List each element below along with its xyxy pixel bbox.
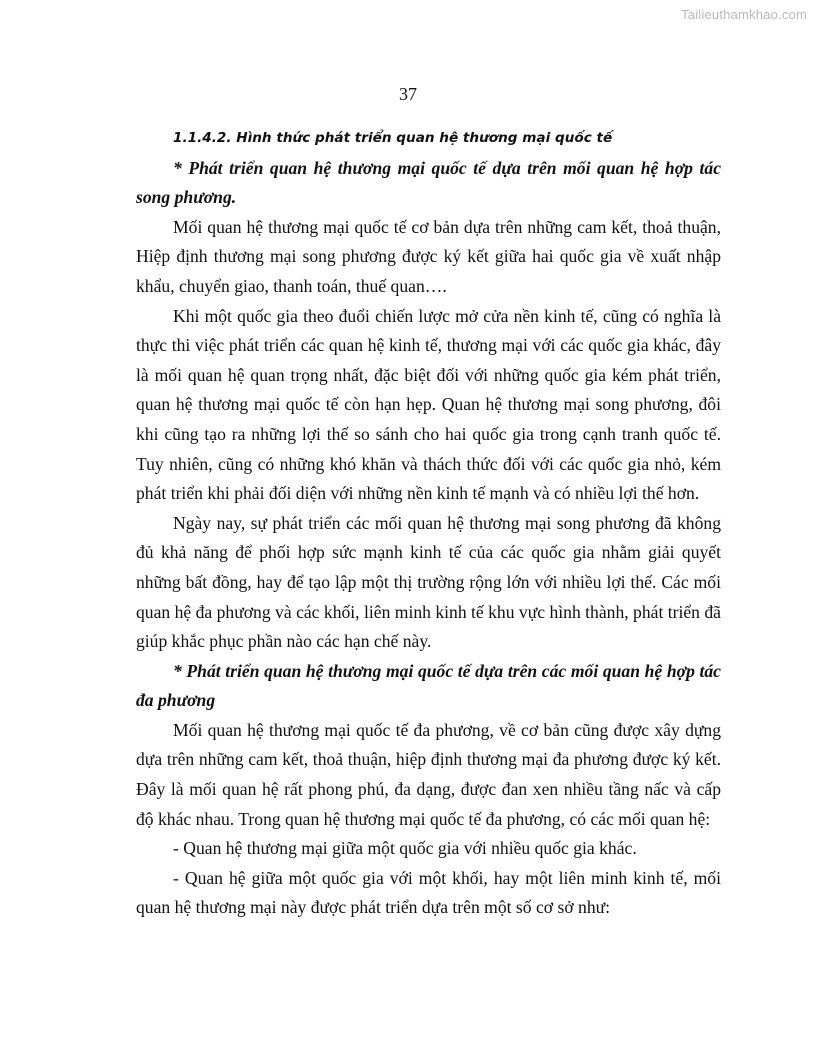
paragraph: Mối quan hệ thương mại quốc tế đa phương, về cơ bản cũng được xây dựng dựa trên những cam kết, thoả thuận, hiệp định thương mại đa phương được ký kết. Đây là mối quan hệ rất phong phú, đa dạng, được đan xen nhiều tầng nấc và cấp độ khác nhau. Trong quan hệ thương mại quốc tế đa phương, có các mối quan hệ: [136, 719, 721, 829]
paragraph: Mối quan hệ thương mại quốc tế cơ bản dựa trên những cam kết, thoả thuận, Hiệp định thương mại song phương được ký kết giữa hai quốc gia về xuất nhập khẩu, chuyển giao, thanh toán, thuế quan…. [136, 216, 721, 296]
paragraph: Khi một quốc gia theo đuổi chiến lược mở cửa nền kinh tế, cũng có nghĩa là thực thi việc phát triển các quan hệ kinh tế, thương mại với các quốc gia khác, đây là mối quan hệ quan trọng nhất, đặc biệt đối với những quốc gia kém phát triển, quan hệ thương mại quốc tế còn hạn hẹp. Quan hệ thương mại song phương, đôi khi cũng tạo ra những lợi thế so sánh cho hai quốc gia trong cạnh tranh quốc tế. Tuy nhiên, cũng có những khó khăn và thách thức đối với các quốc gia nhỏ, kém phát triển khi phải đối diện với những nền kinh tế mạnh và có nhiều lợi thế hơn. [136, 305, 721, 504]
list-item: - Quan hệ thương mại giữa một quốc gia với nhiều quốc gia khác. [173, 838, 637, 859]
document-body [136, 124, 721, 923]
section-heading: 1.1.4.2. Hình thức phát triển quan hệ thương mại quốc tế [173, 130, 613, 146]
page-number: 37 [399, 84, 417, 104]
subheading-bilateral: * Phát triển quan hệ thương mại quốc tế dựa trên mối quan hệ hợp tác song phương. [136, 157, 721, 208]
list-item: - Quan hệ giữa một quốc gia với một khối, hay một liên minh kinh tế, mối quan hệ thương mại này được phát triển dựa trên một số cơ sở như: [136, 867, 721, 918]
subheading-multilateral: * Phát triển quan hệ thương mại quốc tế dựa trên các mối quan hệ hợp tác đa phương [136, 660, 721, 711]
watermark: Tailieuthamkhao.com [681, 7, 807, 22]
paragraph: Ngày nay, sự phát triển các mối quan hệ thương mại song phương đã không đủ khả năng để phối hợp sức mạnh kinh tế của các quốc gia nhằm giải quyết những bất đồng, hay để tạo lập một thị trường rộng lớn với nhiều lợi thế. Các mối quan hệ đa phương và các khối, liên minh kinh tế khu vực hình thành, phát triển đã giúp khắc phục phần nào các hạn chế này. [136, 512, 721, 652]
